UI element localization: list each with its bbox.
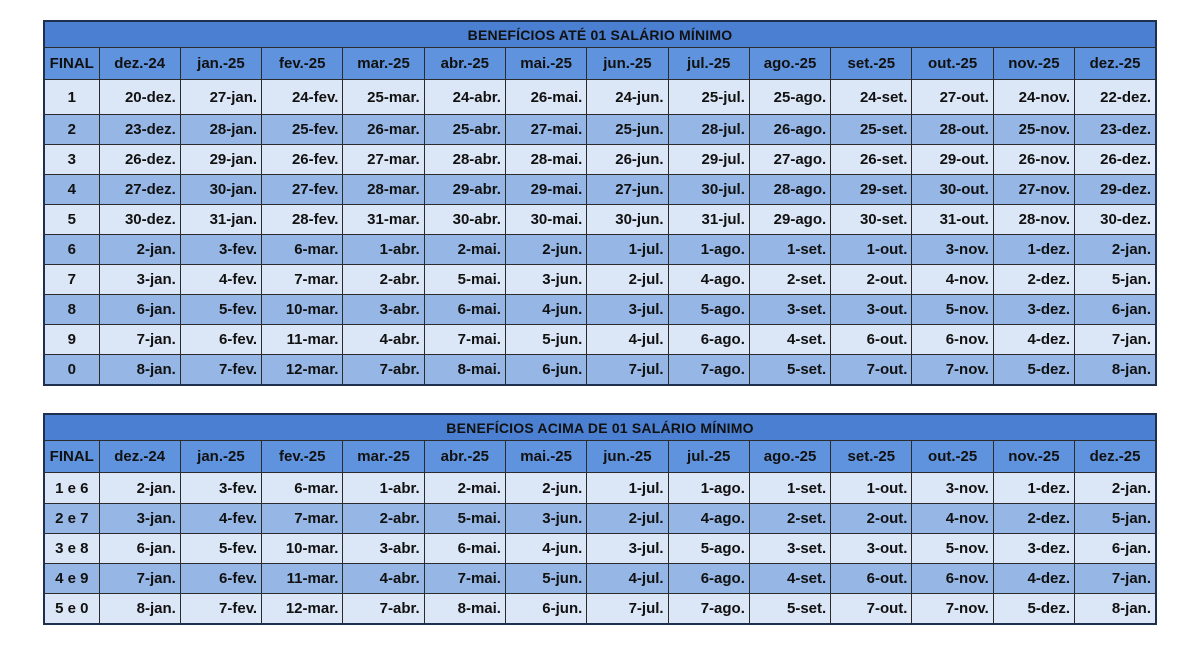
payment-date-cell: 11-mar. xyxy=(262,564,343,594)
column-header-month: nov.-25 xyxy=(993,441,1074,473)
column-header-month: mar.-25 xyxy=(343,48,424,80)
payment-date-cell: 4-abr. xyxy=(343,564,424,594)
payment-date-cell: 31-mar. xyxy=(343,205,424,235)
payment-date-cell: 8-jan. xyxy=(1075,355,1156,386)
payment-date-cell: 7-jan. xyxy=(99,564,180,594)
payment-date-cell: 28-fev. xyxy=(262,205,343,235)
payment-date-cell: 6-fev. xyxy=(180,564,261,594)
payment-date-cell: 29-dez. xyxy=(1075,175,1156,205)
payment-date-cell: 3-jul. xyxy=(587,295,668,325)
table-row xyxy=(44,594,1156,625)
payment-date-cell: 30-jan. xyxy=(180,175,261,205)
payment-date-cell: 8-mai. xyxy=(424,594,505,625)
payment-date-cell: 1-abr. xyxy=(343,235,424,265)
payment-date-cell: 3-set. xyxy=(749,534,830,564)
payment-date-cell: 5-fev. xyxy=(180,295,261,325)
payment-date-cell: 4-ago. xyxy=(668,265,749,295)
payment-date-cell: 6-fev. xyxy=(180,325,261,355)
payment-date-cell: 2-dez. xyxy=(993,265,1074,295)
payment-date-cell: 3-nov. xyxy=(912,235,993,265)
payment-date-cell: 29-mai. xyxy=(505,175,586,205)
column-header-month: nov.-25 xyxy=(993,48,1074,80)
table-row xyxy=(44,325,1156,355)
payment-date-cell: 6-ago. xyxy=(668,325,749,355)
payment-date-cell: 4-jun. xyxy=(505,295,586,325)
payment-date-cell: 4-jul. xyxy=(587,564,668,594)
payment-date-cell: 26-ago. xyxy=(749,115,830,145)
payment-date-cell: 5-dez. xyxy=(993,594,1074,625)
final-digit-cell: 7 xyxy=(44,265,99,295)
payment-date-cell: 4-fev. xyxy=(180,265,261,295)
payment-date-cell: 7-jan. xyxy=(1075,325,1156,355)
table-title: BENEFÍCIOS ACIMA DE 01 SALÁRIO MÍNIMO xyxy=(44,414,1156,441)
payment-date-cell: 31-jul. xyxy=(668,205,749,235)
payment-date-cell: 12-mar. xyxy=(262,355,343,386)
payment-date-cell: 28-abr. xyxy=(424,145,505,175)
payment-date-cell: 2-out. xyxy=(831,265,912,295)
payment-date-cell: 5-dez. xyxy=(993,355,1074,386)
column-header-month: set.-25 xyxy=(831,48,912,80)
payment-date-cell: 7-ago. xyxy=(668,594,749,625)
column-header-month: jul.-25 xyxy=(668,441,749,473)
payment-date-cell: 7-nov. xyxy=(912,355,993,386)
payment-date-cell: 3-dez. xyxy=(993,295,1074,325)
payment-date-cell: 3-jun. xyxy=(505,265,586,295)
payment-date-cell: 27-dez. xyxy=(99,175,180,205)
column-header-month: dez.-24 xyxy=(99,441,180,473)
payment-date-cell: 2-out. xyxy=(831,504,912,534)
payment-date-cell: 4-ago. xyxy=(668,504,749,534)
payment-date-cell: 30-out. xyxy=(912,175,993,205)
payment-date-cell: 6-out. xyxy=(831,325,912,355)
payment-date-cell: 1-dez. xyxy=(993,235,1074,265)
payment-date-cell: 3-abr. xyxy=(343,534,424,564)
table-row xyxy=(44,355,1156,386)
table-row xyxy=(44,205,1156,235)
payment-date-cell: 4-abr. xyxy=(343,325,424,355)
payment-date-cell: 5-set. xyxy=(749,594,830,625)
payment-date-cell: 1-ago. xyxy=(668,235,749,265)
payment-date-cell: 2-abr. xyxy=(343,504,424,534)
payment-date-cell: 4-dez. xyxy=(993,564,1074,594)
final-digit-cell: 3 e 8 xyxy=(44,534,99,564)
table-header-row xyxy=(44,48,1156,80)
payment-date-cell: 8-jan. xyxy=(1075,594,1156,625)
payment-date-cell: 25-jul. xyxy=(668,80,749,115)
payment-date-cell: 1-set. xyxy=(749,473,830,504)
payment-date-cell: 1-out. xyxy=(831,235,912,265)
column-header-month: fev.-25 xyxy=(262,48,343,80)
payment-date-cell: 28-mar. xyxy=(343,175,424,205)
payment-date-cell: 4-fev. xyxy=(180,504,261,534)
payment-date-cell: 25-set. xyxy=(831,115,912,145)
payment-date-cell: 30-jul. xyxy=(668,175,749,205)
table-row xyxy=(44,504,1156,534)
payment-date-cell: 3-out. xyxy=(831,295,912,325)
table-title-row xyxy=(44,414,1156,441)
column-header-month: ago.-25 xyxy=(749,441,830,473)
table-row xyxy=(44,295,1156,325)
payment-date-cell: 30-dez. xyxy=(1075,205,1156,235)
payment-date-cell: 7-mar. xyxy=(262,265,343,295)
table-row xyxy=(44,473,1156,504)
payment-date-cell: 5-nov. xyxy=(912,295,993,325)
payment-date-cell: 7-abr. xyxy=(343,355,424,386)
column-header-month: dez.-25 xyxy=(1075,441,1156,473)
payment-date-cell: 2-jun. xyxy=(505,473,586,504)
table-header-row xyxy=(44,441,1156,473)
payment-date-cell: 6-jan. xyxy=(99,295,180,325)
payment-date-cell: 6-nov. xyxy=(912,325,993,355)
payment-date-cell: 5-nov. xyxy=(912,534,993,564)
final-digit-cell: 2 xyxy=(44,115,99,145)
payment-date-cell: 6-mai. xyxy=(424,295,505,325)
payment-date-cell: 12-mar. xyxy=(262,594,343,625)
payment-date-cell: 25-ago. xyxy=(749,80,830,115)
payment-date-cell: 26-mar. xyxy=(343,115,424,145)
payment-date-cell: 8-jan. xyxy=(99,594,180,625)
payment-date-cell: 2-mai. xyxy=(424,235,505,265)
column-header-final: FINAL xyxy=(44,48,99,80)
payment-date-cell: 5-ago. xyxy=(668,295,749,325)
payment-date-cell: 2-set. xyxy=(749,265,830,295)
final-digit-cell: 4 e 9 xyxy=(44,564,99,594)
column-header-month: mai.-25 xyxy=(505,48,586,80)
payment-date-cell: 1-set. xyxy=(749,235,830,265)
table-row xyxy=(44,235,1156,265)
column-header-month: abr.-25 xyxy=(424,48,505,80)
payment-date-cell: 11-mar. xyxy=(262,325,343,355)
payment-date-cell: 26-nov. xyxy=(993,145,1074,175)
payment-date-cell: 29-set. xyxy=(831,175,912,205)
table-title-row xyxy=(44,21,1156,48)
column-header-month: jan.-25 xyxy=(180,441,261,473)
final-digit-cell: 1 e 6 xyxy=(44,473,99,504)
payment-date-cell: 5-fev. xyxy=(180,534,261,564)
column-header-month: dez.-25 xyxy=(1075,48,1156,80)
payment-date-cell: 6-out. xyxy=(831,564,912,594)
payment-date-cell: 6-jan. xyxy=(1075,534,1156,564)
payment-date-cell: 7-mai. xyxy=(424,325,505,355)
payment-date-cell: 27-mai. xyxy=(505,115,586,145)
payment-date-cell: 28-ago. xyxy=(749,175,830,205)
payment-date-cell: 2-set. xyxy=(749,504,830,534)
column-header-month: jun.-25 xyxy=(587,48,668,80)
final-digit-cell: 0 xyxy=(44,355,99,386)
payment-date-cell: 8-mai. xyxy=(424,355,505,386)
table-row xyxy=(44,115,1156,145)
table-row xyxy=(44,80,1156,115)
payment-date-cell: 29-ago. xyxy=(749,205,830,235)
payment-date-cell: 3-jun. xyxy=(505,504,586,534)
payment-date-cell: 2-jan. xyxy=(1075,473,1156,504)
payment-date-cell: 6-mar. xyxy=(262,235,343,265)
payment-date-cell: 23-dez. xyxy=(99,115,180,145)
final-digit-cell: 9 xyxy=(44,325,99,355)
final-digit-cell: 5 e 0 xyxy=(44,594,99,625)
payment-date-cell: 3-set. xyxy=(749,295,830,325)
payment-date-cell: 1-dez. xyxy=(993,473,1074,504)
payment-date-cell: 24-jun. xyxy=(587,80,668,115)
payment-date-cell: 30-set. xyxy=(831,205,912,235)
payment-date-cell: 6-jun. xyxy=(505,355,586,386)
payment-date-cell: 3-abr. xyxy=(343,295,424,325)
column-header-month: jan.-25 xyxy=(180,48,261,80)
payment-date-cell: 3-nov. xyxy=(912,473,993,504)
payment-date-cell: 26-set. xyxy=(831,145,912,175)
payment-date-cell: 2-jul. xyxy=(587,504,668,534)
payment-date-cell: 25-mar. xyxy=(343,80,424,115)
payment-date-cell: 27-ago. xyxy=(749,145,830,175)
payment-date-cell: 6-jan. xyxy=(99,534,180,564)
schedule-table-above-minimum-wage xyxy=(43,413,1157,625)
column-header-month: out.-25 xyxy=(912,441,993,473)
payment-date-cell: 1-jul. xyxy=(587,235,668,265)
final-digit-cell: 3 xyxy=(44,145,99,175)
payment-date-cell: 6-jan. xyxy=(1075,295,1156,325)
payment-date-cell: 30-dez. xyxy=(99,205,180,235)
payment-date-cell: 26-mai. xyxy=(505,80,586,115)
payment-date-cell: 25-nov. xyxy=(993,115,1074,145)
payment-date-cell: 7-jul. xyxy=(587,355,668,386)
payment-date-cell: 8-jan. xyxy=(99,355,180,386)
schedule-table-up-to-minimum-wage xyxy=(43,20,1157,386)
payment-date-cell: 22-dez. xyxy=(1075,80,1156,115)
payment-date-cell: 26-dez. xyxy=(99,145,180,175)
column-header-month: jun.-25 xyxy=(587,441,668,473)
payment-date-cell: 2-mai. xyxy=(424,473,505,504)
column-header-month: set.-25 xyxy=(831,441,912,473)
payment-date-cell: 6-nov. xyxy=(912,564,993,594)
column-header-month: mai.-25 xyxy=(505,441,586,473)
column-header-month: dez.-24 xyxy=(99,48,180,80)
payment-date-cell: 28-out. xyxy=(912,115,993,145)
payment-date-cell: 24-fev. xyxy=(262,80,343,115)
payment-date-cell: 6-mai. xyxy=(424,534,505,564)
table-title: BENEFÍCIOS ATÉ 01 SALÁRIO MÍNIMO xyxy=(44,21,1156,48)
payment-date-cell: 29-abr. xyxy=(424,175,505,205)
payment-date-cell: 31-out. xyxy=(912,205,993,235)
column-header-month: jul.-25 xyxy=(668,48,749,80)
payment-date-cell: 3-jan. xyxy=(99,504,180,534)
payment-date-cell: 7-fev. xyxy=(180,355,261,386)
payment-date-cell: 7-mar. xyxy=(262,504,343,534)
payment-date-cell: 5-mai. xyxy=(424,504,505,534)
final-digit-cell: 1 xyxy=(44,80,99,115)
payment-date-cell: 30-mai. xyxy=(505,205,586,235)
payment-date-cell: 25-jun. xyxy=(587,115,668,145)
payment-date-cell: 7-jan. xyxy=(99,325,180,355)
payment-date-cell: 7-out. xyxy=(831,355,912,386)
payment-date-cell: 20-dez. xyxy=(99,80,180,115)
payment-date-cell: 5-jun. xyxy=(505,325,586,355)
column-header-month: abr.-25 xyxy=(424,441,505,473)
payment-date-cell: 1-abr. xyxy=(343,473,424,504)
payment-date-cell: 10-mar. xyxy=(262,295,343,325)
payment-date-cell: 24-nov. xyxy=(993,80,1074,115)
column-header-final: FINAL xyxy=(44,441,99,473)
column-header-month: mar.-25 xyxy=(343,441,424,473)
payment-date-cell: 4-dez. xyxy=(993,325,1074,355)
payment-date-cell: 4-nov. xyxy=(912,504,993,534)
final-digit-cell: 6 xyxy=(44,235,99,265)
payment-date-cell: 3-dez. xyxy=(993,534,1074,564)
payment-date-cell: 4-jun. xyxy=(505,534,586,564)
payment-date-cell: 7-abr. xyxy=(343,594,424,625)
payment-date-cell: 3-fev. xyxy=(180,473,261,504)
payment-date-cell: 2-jun. xyxy=(505,235,586,265)
payment-date-cell: 2-dez. xyxy=(993,504,1074,534)
payment-date-cell: 6-mar. xyxy=(262,473,343,504)
payment-date-cell: 7-mai. xyxy=(424,564,505,594)
payment-date-cell: 3-jul. xyxy=(587,534,668,564)
payment-date-cell: 24-set. xyxy=(831,80,912,115)
payment-date-cell: 26-dez. xyxy=(1075,145,1156,175)
column-header-month: ago.-25 xyxy=(749,48,830,80)
payment-date-cell: 7-jan. xyxy=(1075,564,1156,594)
payment-date-cell: 6-jun. xyxy=(505,594,586,625)
payment-date-cell: 26-fev. xyxy=(262,145,343,175)
payment-date-cell: 30-jun. xyxy=(587,205,668,235)
final-digit-cell: 4 xyxy=(44,175,99,205)
payment-date-cell: 5-ago. xyxy=(668,534,749,564)
payment-date-cell: 2-abr. xyxy=(343,265,424,295)
payment-date-cell: 4-set. xyxy=(749,325,830,355)
payment-date-cell: 2-jul. xyxy=(587,265,668,295)
payment-date-cell: 27-nov. xyxy=(993,175,1074,205)
payment-date-cell: 28-nov. xyxy=(993,205,1074,235)
payment-date-cell: 7-ago. xyxy=(668,355,749,386)
table-row xyxy=(44,564,1156,594)
payment-date-cell: 28-mai. xyxy=(505,145,586,175)
payment-date-cell: 27-out. xyxy=(912,80,993,115)
payment-date-cell: 1-out. xyxy=(831,473,912,504)
payment-date-cell: 5-set. xyxy=(749,355,830,386)
payment-date-cell: 4-set. xyxy=(749,564,830,594)
payment-date-cell: 26-jun. xyxy=(587,145,668,175)
table-row xyxy=(44,145,1156,175)
payment-date-cell: 7-jul. xyxy=(587,594,668,625)
payment-date-cell: 27-jun. xyxy=(587,175,668,205)
table-row xyxy=(44,265,1156,295)
payment-date-cell: 29-out. xyxy=(912,145,993,175)
payment-date-cell: 7-fev. xyxy=(180,594,261,625)
payment-date-cell: 27-jan. xyxy=(180,80,261,115)
column-header-month: fev.-25 xyxy=(262,441,343,473)
final-digit-cell: 8 xyxy=(44,295,99,325)
payment-date-cell: 23-dez. xyxy=(1075,115,1156,145)
payment-date-cell: 1-jul. xyxy=(587,473,668,504)
payment-date-cell: 31-jan. xyxy=(180,205,261,235)
payment-date-cell: 29-jan. xyxy=(180,145,261,175)
payment-date-cell: 5-jan. xyxy=(1075,504,1156,534)
payment-date-cell: 29-jul. xyxy=(668,145,749,175)
table-row xyxy=(44,534,1156,564)
payment-date-cell: 2-jan. xyxy=(1075,235,1156,265)
payment-date-cell: 25-fev. xyxy=(262,115,343,145)
payment-date-cell: 2-jan. xyxy=(99,473,180,504)
payment-date-cell: 2-jan. xyxy=(99,235,180,265)
payment-date-cell: 28-jan. xyxy=(180,115,261,145)
payment-date-cell: 5-mai. xyxy=(424,265,505,295)
payment-date-cell: 4-nov. xyxy=(912,265,993,295)
payment-date-cell: 6-ago. xyxy=(668,564,749,594)
payment-date-cell: 3-jan. xyxy=(99,265,180,295)
payment-date-cell: 7-out. xyxy=(831,594,912,625)
payment-date-cell: 27-fev. xyxy=(262,175,343,205)
payment-date-cell: 4-jul. xyxy=(587,325,668,355)
payment-date-cell: 27-mar. xyxy=(343,145,424,175)
payment-date-cell: 30-abr. xyxy=(424,205,505,235)
payment-date-cell: 7-nov. xyxy=(912,594,993,625)
payment-date-cell: 28-jul. xyxy=(668,115,749,145)
column-header-month: out.-25 xyxy=(912,48,993,80)
payment-date-cell: 10-mar. xyxy=(262,534,343,564)
payment-date-cell: 5-jun. xyxy=(505,564,586,594)
final-digit-cell: 5 xyxy=(44,205,99,235)
table-row xyxy=(44,175,1156,205)
payment-date-cell: 3-fev. xyxy=(180,235,261,265)
payment-date-cell: 1-ago. xyxy=(668,473,749,504)
payment-date-cell: 25-abr. xyxy=(424,115,505,145)
payment-date-cell: 24-abr. xyxy=(424,80,505,115)
final-digit-cell: 2 e 7 xyxy=(44,504,99,534)
payment-date-cell: 5-jan. xyxy=(1075,265,1156,295)
payment-date-cell: 3-out. xyxy=(831,534,912,564)
